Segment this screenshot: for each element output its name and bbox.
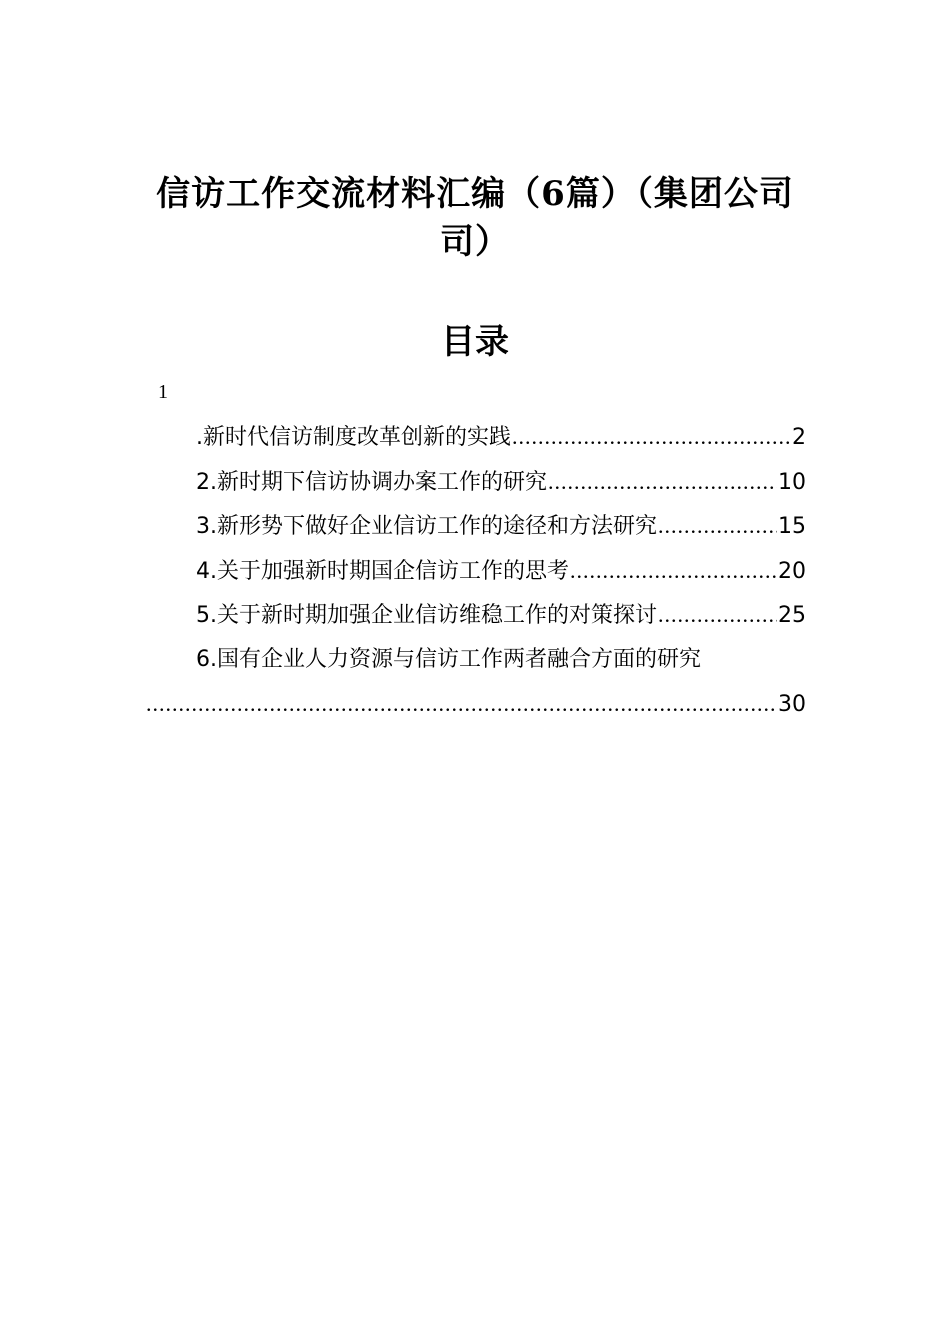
toc-entry-label: 3.新形势下做好企业信访工作的途径和方法研究: [196, 514, 657, 539]
toc-entry-label: .新时代信访制度改革创新的实践: [196, 425, 511, 450]
toc-entry-6[interactable]: [196, 644, 806, 676]
toc-entry-label: 2.新时期下信访协调办案工作的研究: [196, 470, 547, 495]
toc-entry-page: 15: [778, 514, 806, 539]
toc-entry-page: 30: [778, 692, 806, 717]
toc-entry-page: 20: [778, 559, 806, 584]
toc-leader-dots: [548, 466, 777, 498]
toc-entry-4[interactable]: [196, 555, 806, 588]
toc-entry-page: 10: [778, 470, 806, 495]
toc-entry-3[interactable]: [196, 510, 806, 543]
toc-leader-dots: [658, 599, 777, 631]
toc-entry-label: 6.国有企业人力资源与信访工作两者融合方面的研究: [196, 647, 701, 672]
toc-leader-dots: [512, 421, 791, 453]
document-title: [150, 170, 800, 266]
toc-leader-dots: [146, 688, 777, 720]
toc-entry-5[interactable]: [196, 599, 806, 632]
toc-entry-page: 2: [792, 425, 806, 450]
document-title-line-1: 信访工作交流材料汇编（6篇）（集团公司: [156, 174, 794, 214]
toc-entry-label: 4.关于加强新时期国企信访工作的思考: [196, 559, 569, 584]
toc-stray-number: 1: [158, 381, 168, 403]
document-title-line-2: 司）: [440, 222, 510, 262]
toc-entry-1[interactable]: [196, 421, 806, 454]
toc-leader-dots: [570, 555, 777, 587]
toc-entry-6-continuation[interactable]: [146, 688, 806, 721]
toc-entry-page: 25: [778, 603, 806, 628]
toc-leader-dots: [658, 510, 777, 542]
toc-entry-2[interactable]: [196, 466, 806, 499]
toc-heading: 目录: [441, 322, 509, 362]
toc-entry-label: 5.关于新时期加强企业信访维稳工作的对策探讨: [196, 603, 657, 628]
